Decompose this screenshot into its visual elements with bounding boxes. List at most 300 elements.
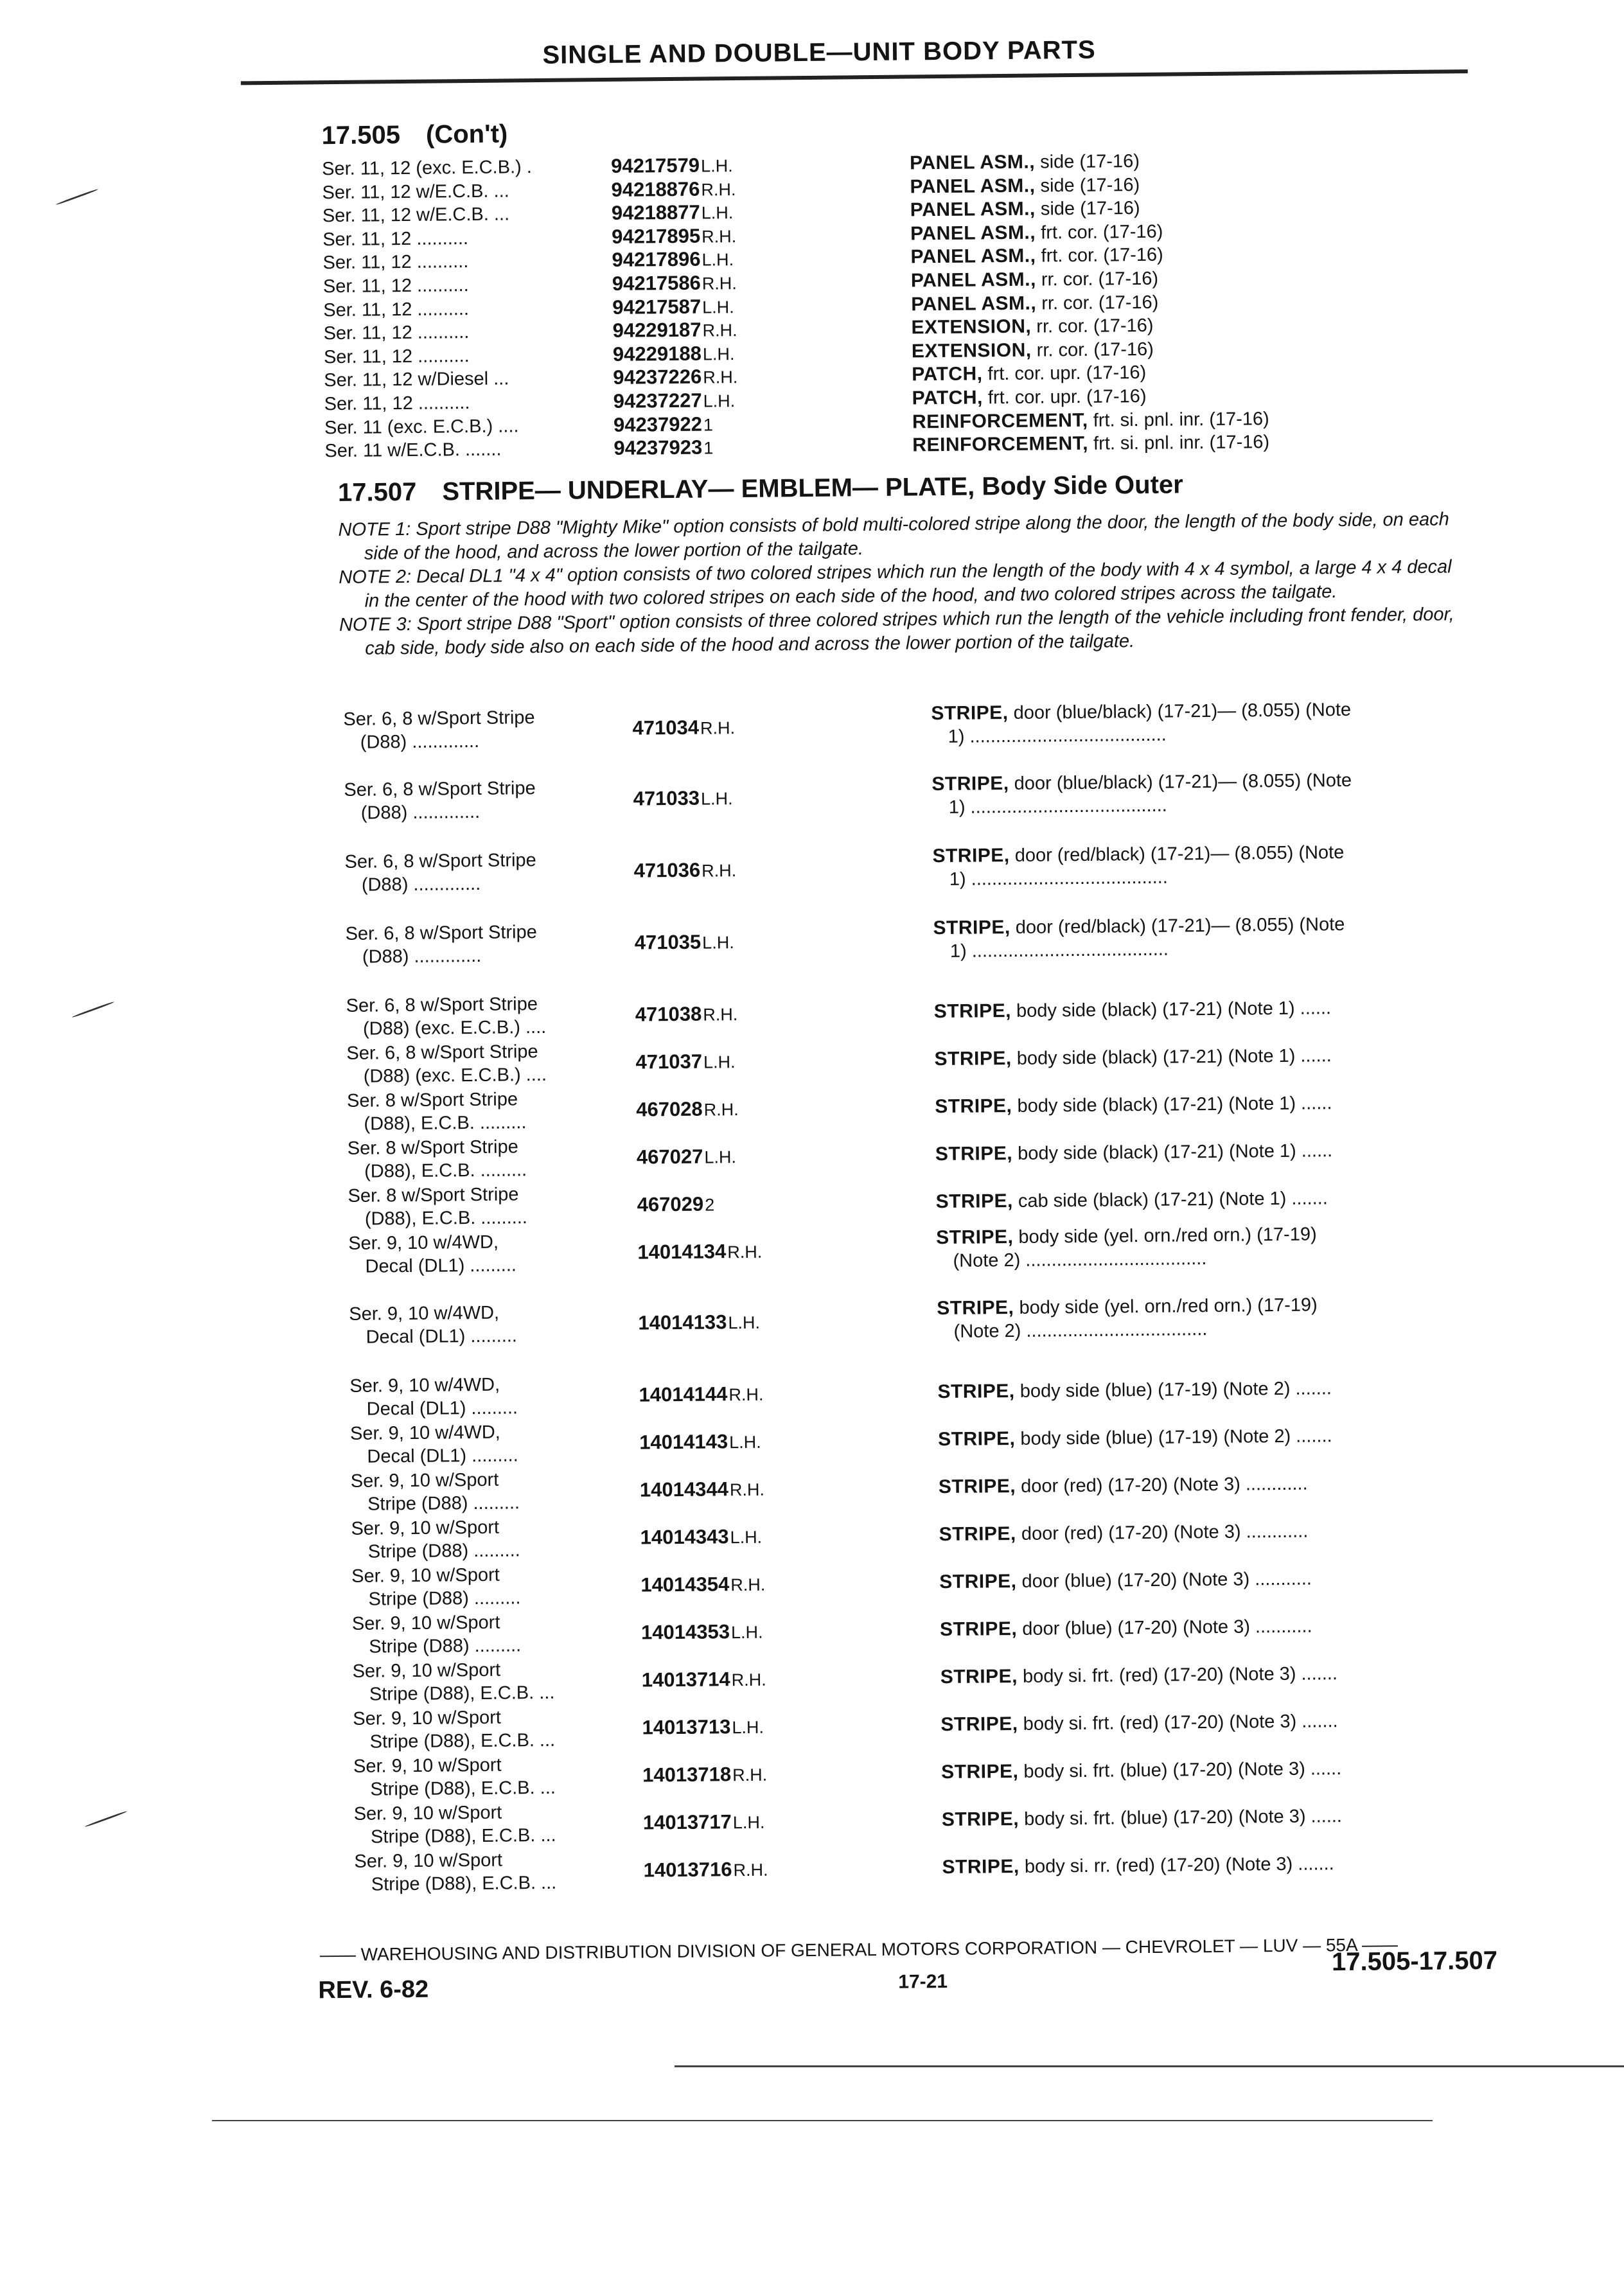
part-description: rr. cor. (17-16) xyxy=(1041,268,1159,290)
series-line-1: Ser. 8 w/Sport Stripe xyxy=(348,1184,519,1206)
description-cell xyxy=(940,1660,1519,1689)
part-description: body si. frt. (blue) (17-20) (Note 3) ...... xyxy=(1023,1806,1343,1830)
footer-page-number: 17-21 xyxy=(898,1971,948,1993)
series-line-1: Ser. 6, 8 w/Sport Stripe xyxy=(344,778,536,800)
part-number: 94217895 xyxy=(612,224,701,248)
part-qualifier: L.H. xyxy=(704,1147,737,1167)
part-name: STRIPE, xyxy=(937,1296,1014,1320)
parts-row xyxy=(349,1291,1538,1375)
part-qualifier: R.H. xyxy=(732,1765,768,1785)
part-description: frt. cor. upr. (17-16) xyxy=(987,362,1147,385)
part-name: STRIPE, xyxy=(936,1226,1014,1249)
part-number: 471033 xyxy=(633,786,700,810)
part-name: STRIPE, xyxy=(935,1190,1014,1213)
part-description-continued: 1) ...................................... xyxy=(948,724,1167,747)
part-qualifier: L.H. xyxy=(730,1527,763,1548)
part-number-cell xyxy=(641,1619,853,1645)
part-qualifier: 2 xyxy=(704,1195,715,1215)
part-name: PANEL ASM., xyxy=(910,198,1036,221)
description-cell xyxy=(940,1612,1518,1641)
part-qualifier: L.H. xyxy=(700,156,733,176)
series-line-1: Ser. 6, 8 w/Sport Stripe xyxy=(346,1041,538,1064)
part-number-cell xyxy=(613,388,825,414)
description-cell xyxy=(939,1565,1517,1594)
part-qualifier: L.H. xyxy=(702,297,734,317)
part-number-cell xyxy=(640,1524,852,1549)
part-number-cell xyxy=(637,1143,849,1169)
series-cell: Ser. 11, 12 .......... xyxy=(322,227,469,250)
series-line-2: (D88) ............. xyxy=(360,730,480,753)
part-number: 14014143 xyxy=(639,1430,728,1454)
part-number: 94217896 xyxy=(612,247,701,272)
series-line-2: (D88) (exc. E.C.B.) .... xyxy=(362,1016,547,1039)
part-qualifier: L.H. xyxy=(732,1812,765,1833)
part-number-cell xyxy=(637,1239,849,1264)
part-qualifier: R.H. xyxy=(702,273,737,294)
part-number-cell xyxy=(638,1309,850,1335)
part-description: frt. si. pnl. inr. (17-16) xyxy=(1093,432,1270,454)
part-number: 471035 xyxy=(634,930,702,954)
series-line-1: Ser. 9, 10 w/Sport xyxy=(353,1707,501,1729)
description-cell xyxy=(940,1708,1519,1736)
part-name: STRIPE, xyxy=(935,1095,1012,1118)
part-name: PANEL ASM., xyxy=(910,269,1037,292)
part-description: side (17-16) xyxy=(1040,174,1140,197)
series-line-2: (D88) ............. xyxy=(361,873,481,896)
part-description: door (blue/black) (17-21)— (8.055) (Note xyxy=(1013,699,1352,723)
series-cell: Ser. 11, 12 .......... xyxy=(323,298,470,321)
part-number-cell xyxy=(612,294,824,319)
series-cell: Ser. 11, 12 .......... xyxy=(322,275,469,297)
part-name: EXTENSION, xyxy=(911,315,1032,339)
part-number-cell xyxy=(611,176,823,202)
series-line-2: Stripe (D88) ......... xyxy=(369,1635,522,1657)
note-3: NOTE 3: Sport stripe D88 "Sport" option consists of three colored stripes which run the length of the vehicle including front fender, door, cab side, body side also on each side of the hood and across the lower portion of the tailgate. xyxy=(339,604,1454,659)
part-number-cell xyxy=(612,317,824,343)
part-name: EXTENSION, xyxy=(911,339,1032,362)
series-cell: Ser. 11 (exc. E.C.B.) .... xyxy=(324,415,519,438)
part-number: 94237923 xyxy=(613,436,703,460)
part-description: door (blue) (17-20) (Note 3) ........... xyxy=(1022,1616,1312,1639)
series-line-1: Ser. 9, 10 w/Sport xyxy=(351,1564,500,1587)
section-heading-17-505 xyxy=(321,119,508,150)
part-name: STRIPE, xyxy=(940,1713,1018,1736)
series-cell xyxy=(351,1562,644,1611)
part-description: door (blue/black) (17-21)— (8.055) (Note xyxy=(1014,770,1352,794)
part-number: 94229187 xyxy=(612,318,702,342)
part-number-cell xyxy=(637,1191,849,1217)
part-number-cell xyxy=(612,270,824,296)
series-line-2: (D88), E.C.B. ......... xyxy=(364,1207,528,1230)
series-cell xyxy=(349,1372,642,1421)
series-cell xyxy=(347,1087,640,1136)
series-cell xyxy=(354,1799,647,1848)
part-name: STRIPE, xyxy=(931,702,1009,725)
part-description: body side (black) (17-21) (Note 1) ...... xyxy=(1016,1045,1332,1069)
part-number: 471038 xyxy=(635,1002,702,1026)
description-cell xyxy=(936,1221,1515,1273)
part-number: 14013713 xyxy=(642,1715,731,1739)
description-cell xyxy=(942,1850,1520,1879)
part-qualifier: R.H. xyxy=(703,367,738,387)
footer-division-line: —— WAREHOUSING AND DISTRIBUTION DIVISION OF GENERAL MOTORS CORPORATION — CHEVROLET — LUV — 55A —— xyxy=(319,1934,1399,1965)
series-cell xyxy=(344,848,637,897)
series-line-2: Stripe (D88), E.C.B. ... xyxy=(370,1824,556,1848)
series-cell xyxy=(351,1467,644,1516)
parts-row xyxy=(343,696,1532,779)
series-line-1: Ser. 9, 10 w/Sport xyxy=(353,1754,502,1777)
part-description: door (red/black) (17-21)— (8.055) (Note xyxy=(1014,842,1345,866)
part-qualifier: L.H. xyxy=(700,789,733,809)
series-line-2: Decal (DL1) ......... xyxy=(366,1325,518,1348)
series-line-1: Ser. 6, 8 w/Sport Stripe xyxy=(346,994,538,1016)
description-cell xyxy=(932,840,1511,892)
part-description: body side (blue) (17-19) (Note 2) ....... xyxy=(1020,1426,1332,1449)
section-notes xyxy=(338,508,1463,661)
part-number: 94218876 xyxy=(611,177,700,201)
description-cell xyxy=(941,1755,1519,1784)
part-number-cell xyxy=(612,200,824,225)
footer-section-range: 17.505-17.507 xyxy=(1331,1946,1498,1977)
part-number: 14014134 xyxy=(637,1240,727,1264)
part-number: 14013717 xyxy=(642,1810,732,1834)
bottom-edge-rule xyxy=(675,2065,1624,2067)
series-cell xyxy=(354,1847,647,1896)
series-cell: Ser. 11, 12 w/E.C.B. ... xyxy=(322,204,510,227)
part-qualifier: L.H. xyxy=(729,1432,761,1452)
part-number: 467029 xyxy=(637,1192,704,1216)
part-number: 94237227 xyxy=(613,389,702,412)
series-cell xyxy=(348,1230,641,1278)
section-17-505-parts-list xyxy=(322,146,1513,463)
part-qualifier: R.H. xyxy=(700,718,736,738)
part-name: STRIPE, xyxy=(939,1570,1017,1593)
part-number-cell xyxy=(642,1714,854,1740)
part-qualifier: R.H. xyxy=(731,1670,766,1690)
part-qualifier: 1 xyxy=(703,438,714,458)
part-number-cell xyxy=(643,1857,855,1882)
part-description: body side (black) (17-21) (Note 1) ...... xyxy=(1018,1140,1333,1164)
part-number-cell xyxy=(613,435,825,461)
part-name: STRIPE, xyxy=(937,1380,1015,1403)
description-cell xyxy=(934,994,1512,1023)
part-name: REINFORCEMENT, xyxy=(912,432,1089,456)
note-1: NOTE 1: Sport stripe D88 "Mighty Mike" option consists of bold multi-colored stripe along the door, the length of the body side, on each side of the hood, and across the lower portion of the tailgate. xyxy=(338,509,1449,564)
part-description: body si. frt. (red) (17-20) (Note 3) ....... xyxy=(1023,1711,1338,1735)
series-cell xyxy=(348,1134,640,1183)
part-number-cell xyxy=(635,929,847,955)
series-cell: Ser. 11, 12 .......... xyxy=(322,251,469,274)
part-number: 467028 xyxy=(636,1097,703,1121)
part-qualifier: L.H. xyxy=(730,1622,763,1643)
section-continued-label: (Con't) xyxy=(425,119,508,149)
part-name: PANEL ASM., xyxy=(910,175,1036,198)
series-line-2: (D88) ............. xyxy=(360,801,481,824)
part-name: PANEL ASM., xyxy=(909,151,1036,174)
part-number: 14014344 xyxy=(639,1478,729,1501)
part-number: 14014353 xyxy=(640,1620,730,1644)
series-line-2: Stripe (D88), E.C.B. ... xyxy=(370,1777,556,1800)
part-qualifier: L.H. xyxy=(702,344,735,364)
part-number: 94229188 xyxy=(612,342,702,366)
series-line-2: (D88) ............. xyxy=(362,945,482,967)
description-cell xyxy=(931,768,1510,820)
series-line-1: Ser. 6, 8 w/Sport Stripe xyxy=(344,850,536,872)
part-name: PATCH, xyxy=(912,387,984,409)
description-cell xyxy=(935,1090,1513,1118)
part-number-cell xyxy=(640,1571,852,1597)
bottom-edge-rule-2 xyxy=(212,2120,1433,2121)
description-cell xyxy=(935,1185,1514,1214)
part-description: frt. si. pnl. inr. (17-16) xyxy=(1093,408,1269,431)
part-qualifier: R.H. xyxy=(728,1384,764,1405)
series-line-2: Decal (DL1) ......... xyxy=(367,1445,518,1467)
footer-revision: REV. 6-82 xyxy=(318,1975,429,2004)
part-number: 14013714 xyxy=(641,1668,730,1691)
part-description: door (red/black) (17-21)— (8.055) (Note xyxy=(1015,914,1345,938)
part-name: STRIPE, xyxy=(939,1618,1018,1641)
description-cell xyxy=(934,1042,1512,1071)
part-description-continued: 1) ...................................... xyxy=(948,795,1167,818)
part-name: STRIPE, xyxy=(933,916,1011,939)
series-cell xyxy=(343,705,636,754)
series-line-2: (D88) (exc. E.C.B.) .... xyxy=(363,1064,547,1087)
description-cell xyxy=(939,1470,1517,1499)
section-17-507-parts-list xyxy=(343,696,1543,1898)
part-number: 94217586 xyxy=(612,271,702,295)
part-number-cell xyxy=(634,857,846,883)
part-number-cell xyxy=(636,1096,848,1122)
part-number: 471036 xyxy=(633,858,701,882)
part-number: 471037 xyxy=(635,1050,703,1073)
series-line-1: Ser. 9, 10 w/4WD, xyxy=(349,1422,500,1444)
series-cell xyxy=(350,1420,643,1469)
page-header-title: SINGLE AND DOUBLE—UNIT BODY PARTS xyxy=(542,35,1096,69)
part-number-cell xyxy=(612,247,824,272)
series-cell xyxy=(344,776,637,825)
part-description: body side (black) (17-21) (Note 1) ...... xyxy=(1017,1093,1332,1117)
parts-row xyxy=(344,767,1533,851)
series-line-1: Ser. 9, 10 w/4WD, xyxy=(349,1302,500,1325)
part-qualifier: L.H. xyxy=(701,203,734,223)
series-cell: Ser. 11, 12 (exc. E.C.B.) . xyxy=(322,157,532,180)
part-number: 94218877 xyxy=(611,200,700,225)
part-description: door (red) (17-20) (Note 3) ............ xyxy=(1021,1473,1308,1497)
part-name: REINFORCEMENT, xyxy=(912,409,1088,432)
series-line-1: Ser. 6, 8 w/Sport Stripe xyxy=(343,707,535,730)
part-qualifier: R.H. xyxy=(702,321,737,340)
series-line-2: (D88), E.C.B. ......... xyxy=(364,1112,527,1134)
description-cell xyxy=(942,1803,1520,1832)
description-cell xyxy=(938,1422,1516,1451)
part-qualifier: L.H. xyxy=(732,1717,764,1738)
part-name: PANEL ASM., xyxy=(911,292,1037,315)
part-qualifier: R.H. xyxy=(733,1860,768,1880)
series-cell: Ser. 11, 12 .......... xyxy=(323,345,470,367)
series-cell: Ser. 11, 12 w/E.C.B. ... xyxy=(322,181,509,203)
part-description: side (17-16) xyxy=(1040,198,1140,220)
part-description: body side (yel. orn./red orn.) (17-19) xyxy=(1019,1294,1318,1318)
description-cell xyxy=(912,428,1490,457)
description-cell xyxy=(931,697,1510,749)
part-number-cell xyxy=(613,411,825,437)
part-number: 14014133 xyxy=(638,1311,727,1334)
header-rule xyxy=(241,69,1468,85)
series-line-1: Ser. 9, 10 w/Sport xyxy=(353,1802,502,1824)
part-name: STRIPE, xyxy=(941,1760,1019,1783)
series-line-2: (D88), E.C.B. ......... xyxy=(364,1160,527,1182)
series-line-1: Ser. 9, 10 w/Sport xyxy=(351,1517,500,1539)
series-cell xyxy=(352,1610,645,1659)
parts-row xyxy=(348,1221,1537,1303)
part-number: 14013718 xyxy=(642,1763,732,1787)
parts-row xyxy=(345,911,1534,994)
part-number: 467027 xyxy=(636,1145,703,1169)
section-heading-17-507 xyxy=(338,470,1183,508)
part-name: STRIPE, xyxy=(935,1142,1013,1165)
part-name: STRIPE, xyxy=(934,1047,1012,1070)
series-line-2: Stripe (D88), E.C.B. ... xyxy=(371,1872,557,1895)
part-qualifier: R.H. xyxy=(703,1005,738,1025)
part-number-cell xyxy=(611,153,823,179)
description-cell xyxy=(939,1517,1517,1546)
part-description-continued: (Note 2) ................................... xyxy=(953,1248,1207,1271)
series-line-2: Stripe (D88) ......... xyxy=(368,1587,521,1610)
part-number-cell xyxy=(639,1381,851,1407)
part-qualifier: R.H. xyxy=(702,226,737,247)
part-description-continued: 1) ...................................... xyxy=(949,867,1168,890)
part-number: 471034 xyxy=(632,716,700,739)
part-qualifier: L.H. xyxy=(703,391,736,411)
series-line-1: Ser. 9, 10 w/4WD, xyxy=(348,1232,499,1254)
part-number-cell xyxy=(642,1666,854,1692)
part-description: body si. frt. (blue) (17-20) (Note 3) ...... xyxy=(1023,1758,1342,1782)
part-name: STRIPE, xyxy=(941,1808,1019,1831)
part-qualifier: L.H. xyxy=(703,1052,736,1072)
part-description-continued: (Note 2) ................................... xyxy=(953,1319,1208,1342)
series-line-2: Stripe (D88), E.C.B. ... xyxy=(369,1729,556,1753)
part-qualifier: R.H. xyxy=(701,179,736,200)
part-name: STRIPE, xyxy=(942,1855,1019,1878)
part-number: 94217579 xyxy=(610,154,700,177)
part-description: door (blue) (17-20) (Note 3) ........... xyxy=(1021,1568,1312,1592)
series-line-1: Ser. 9, 10 w/Sport xyxy=(351,1612,500,1634)
part-description: body si. rr. (red) (17-20) (Note 3) ....... xyxy=(1024,1853,1334,1877)
part-qualifier: L.H. xyxy=(702,933,734,953)
part-number-cell xyxy=(642,1761,854,1787)
section-number: 17.505 xyxy=(321,121,401,150)
description-cell xyxy=(937,1291,1515,1343)
part-name: STRIPE, xyxy=(932,844,1010,867)
series-line-2: Stripe (D88), E.C.B. ... xyxy=(369,1682,555,1705)
part-description: door (red) (17-20) (Note 3) ............ xyxy=(1021,1521,1309,1544)
series-cell: Ser. 11, 12 w/Diesel ... xyxy=(324,368,509,391)
series-cell: Ser. 11, 12 .......... xyxy=(324,392,470,415)
series-cell xyxy=(349,1300,642,1349)
part-number-cell xyxy=(613,340,825,366)
part-description: cab side (black) (17-21) (Note 1) ....... xyxy=(1018,1188,1328,1212)
part-number: 14014144 xyxy=(639,1382,728,1406)
parts-row xyxy=(344,839,1533,923)
part-description: frt. cor. (17-16) xyxy=(1041,245,1163,267)
part-description-continued: 1) ...................................... xyxy=(949,939,1169,962)
part-number: 94217587 xyxy=(612,295,702,319)
part-description: body side (black) (17-21) (Note 1) ...... xyxy=(1016,998,1332,1021)
series-cell xyxy=(353,1752,646,1801)
series-cell xyxy=(346,992,639,1041)
part-number-cell xyxy=(632,714,844,740)
series-line-1: Ser. 9, 10 w/Sport xyxy=(350,1469,499,1492)
part-name: STRIPE, xyxy=(938,1475,1016,1498)
part-qualifier: R.H. xyxy=(701,861,737,881)
part-number-cell xyxy=(633,785,845,811)
part-qualifier: L.H. xyxy=(702,250,734,270)
part-description: body side (yel. orn./red orn.) (17-19) xyxy=(1018,1224,1317,1248)
description-cell xyxy=(933,912,1512,964)
part-name: PATCH, xyxy=(912,363,983,385)
series-line-1: Ser. 9, 10 w/Sport xyxy=(354,1850,503,1872)
part-number: 94237922 xyxy=(613,412,703,436)
series-line-2: Decal (DL1) ......... xyxy=(366,1397,518,1420)
series-line-1: Ser. 9, 10 w/4WD, xyxy=(349,1374,500,1397)
part-name: STRIPE, xyxy=(938,1427,1016,1451)
series-line-1: Ser. 8 w/Sport Stripe xyxy=(347,1136,518,1159)
series-cell: Ser. 11, 12 .......... xyxy=(323,322,470,344)
part-qualifier: 1 xyxy=(703,414,714,435)
series-cell xyxy=(351,1515,644,1564)
part-description: rr. cor. (17-16) xyxy=(1036,339,1154,361)
part-name: STRIPE, xyxy=(933,1000,1012,1023)
series-cell xyxy=(346,1039,639,1088)
series-cell xyxy=(348,1182,640,1231)
part-name: STRIPE, xyxy=(931,772,1009,795)
part-name: STRIPE, xyxy=(940,1665,1018,1688)
part-qualifier: R.H. xyxy=(727,1242,763,1262)
series-line-1: Ser. 8 w/Sport Stripe xyxy=(346,1089,518,1111)
part-number: 14014354 xyxy=(640,1573,730,1596)
part-number-cell xyxy=(635,1048,847,1074)
description-cell xyxy=(935,1137,1514,1166)
part-qualifier: L.H. xyxy=(728,1312,761,1333)
series-line-1: Ser. 6, 8 w/Sport Stripe xyxy=(345,922,537,944)
series-cell xyxy=(345,920,638,969)
part-number: 14013716 xyxy=(643,1858,732,1882)
part-qualifier: R.H. xyxy=(703,1100,739,1120)
description-cell xyxy=(937,1375,1515,1404)
part-number: 14014343 xyxy=(640,1525,729,1549)
series-line-1: Ser. 9, 10 w/Sport xyxy=(352,1659,501,1682)
part-description: side (17-16) xyxy=(1039,151,1140,173)
part-description: rr. cor. (17-16) xyxy=(1036,315,1154,337)
series-cell xyxy=(353,1705,646,1754)
part-description: frt. cor. (17-16) xyxy=(1041,221,1163,243)
series-cell: Ser. 11 w/E.C.B. ....... xyxy=(324,439,502,462)
part-qualifier: R.H. xyxy=(729,1479,765,1500)
section-number: 17.507 xyxy=(337,477,417,508)
part-description: frt. cor. upr. (17-16) xyxy=(987,385,1147,409)
part-name: PANEL ASM., xyxy=(910,222,1036,245)
section-title: STRIPE— UNDERLAY— EMBLEM— PLATE, Body Side Outer xyxy=(442,470,1183,506)
part-description: body si. frt. (red) (17-20) (Note 3) ....... xyxy=(1022,1663,1338,1687)
note-2: NOTE 2: Decal DL1 "4 x 4" option consists of two colored stripes which run the length of the body with 4 x 4 symbol, a large 4 x 4 decal in the center of the hood with two colored stripes on each side of the hood, and two colored stripes across the tailgate. xyxy=(339,556,1452,612)
series-line-2: Decal (DL1) ......... xyxy=(365,1255,517,1277)
series-line-2: Stripe (D88) ......... xyxy=(367,1492,520,1515)
series-line-2: Stripe (D88) ......... xyxy=(367,1540,520,1562)
part-number-cell xyxy=(639,1429,851,1454)
part-name: PANEL ASM., xyxy=(910,245,1036,268)
part-number-cell xyxy=(635,1001,847,1027)
part-number-cell xyxy=(613,364,825,390)
